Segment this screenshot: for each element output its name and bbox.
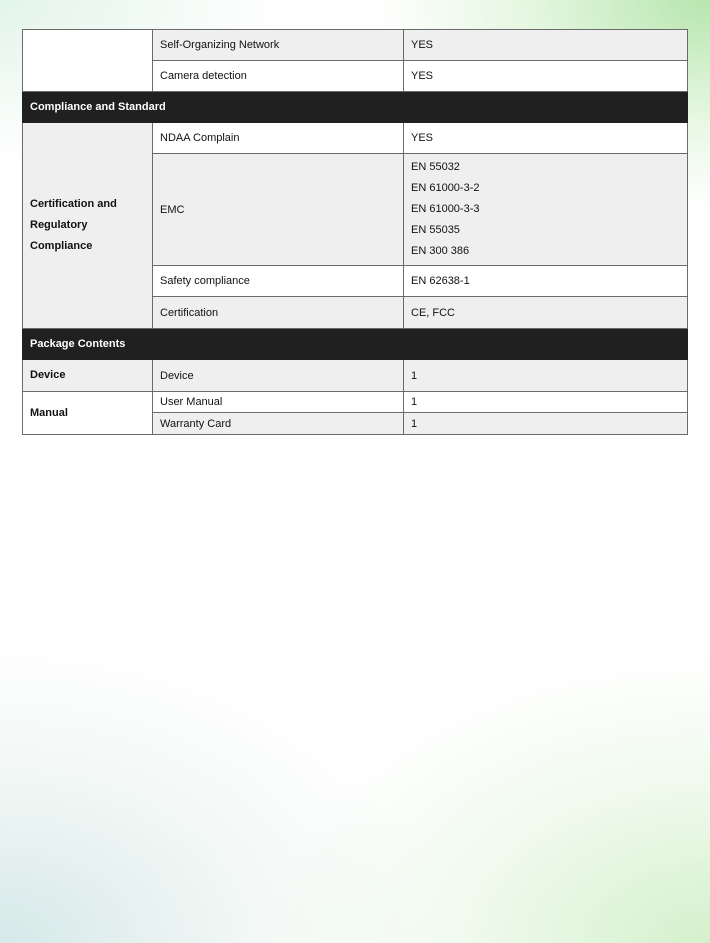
spec-table [22, 29, 688, 435]
row-value: YES [404, 30, 688, 61]
row-value: EN 62638-1 [404, 266, 688, 297]
table-row [23, 360, 688, 392]
group-cell-certification: Certification and Regulatory Compliance [23, 123, 153, 329]
table-row [23, 392, 688, 413]
emc-standard: EN 300 386 [411, 245, 470, 257]
row-item: NDAA Complain [153, 123, 404, 154]
group-cell-empty [23, 30, 153, 92]
emc-standard: EN 55035 [411, 224, 460, 236]
row-item: Device [153, 360, 404, 392]
section-title: Package Contents [23, 329, 688, 360]
row-value: 1 [404, 392, 688, 413]
emc-standard: EN 61000-3-3 [411, 203, 480, 215]
section-header-compliance [23, 92, 688, 123]
section-header-package [23, 329, 688, 360]
row-item: Certification [153, 297, 404, 329]
table-row [23, 30, 688, 61]
section-title: Compliance and Standard [23, 92, 688, 123]
emc-standard: EN 55032 [411, 161, 460, 173]
row-item: Warranty Card [153, 413, 404, 435]
row-value: 1 [404, 413, 688, 435]
group-cell-manual: Manual [23, 392, 153, 435]
row-item: User Manual [153, 392, 404, 413]
table-row [23, 123, 688, 154]
row-value: 1 [404, 360, 688, 392]
group-cell-device: Device [23, 360, 153, 392]
emc-standard: EN 61000-3-2 [411, 182, 480, 194]
row-item: Self-Organizing Network [153, 30, 404, 61]
row-item: EMC [153, 154, 404, 266]
row-value-emc [404, 154, 688, 266]
row-value: YES [404, 61, 688, 92]
row-item: Camera detection [153, 61, 404, 92]
row-value: YES [404, 123, 688, 154]
row-value: CE, FCC [404, 297, 688, 329]
row-item: Safety compliance [153, 266, 404, 297]
